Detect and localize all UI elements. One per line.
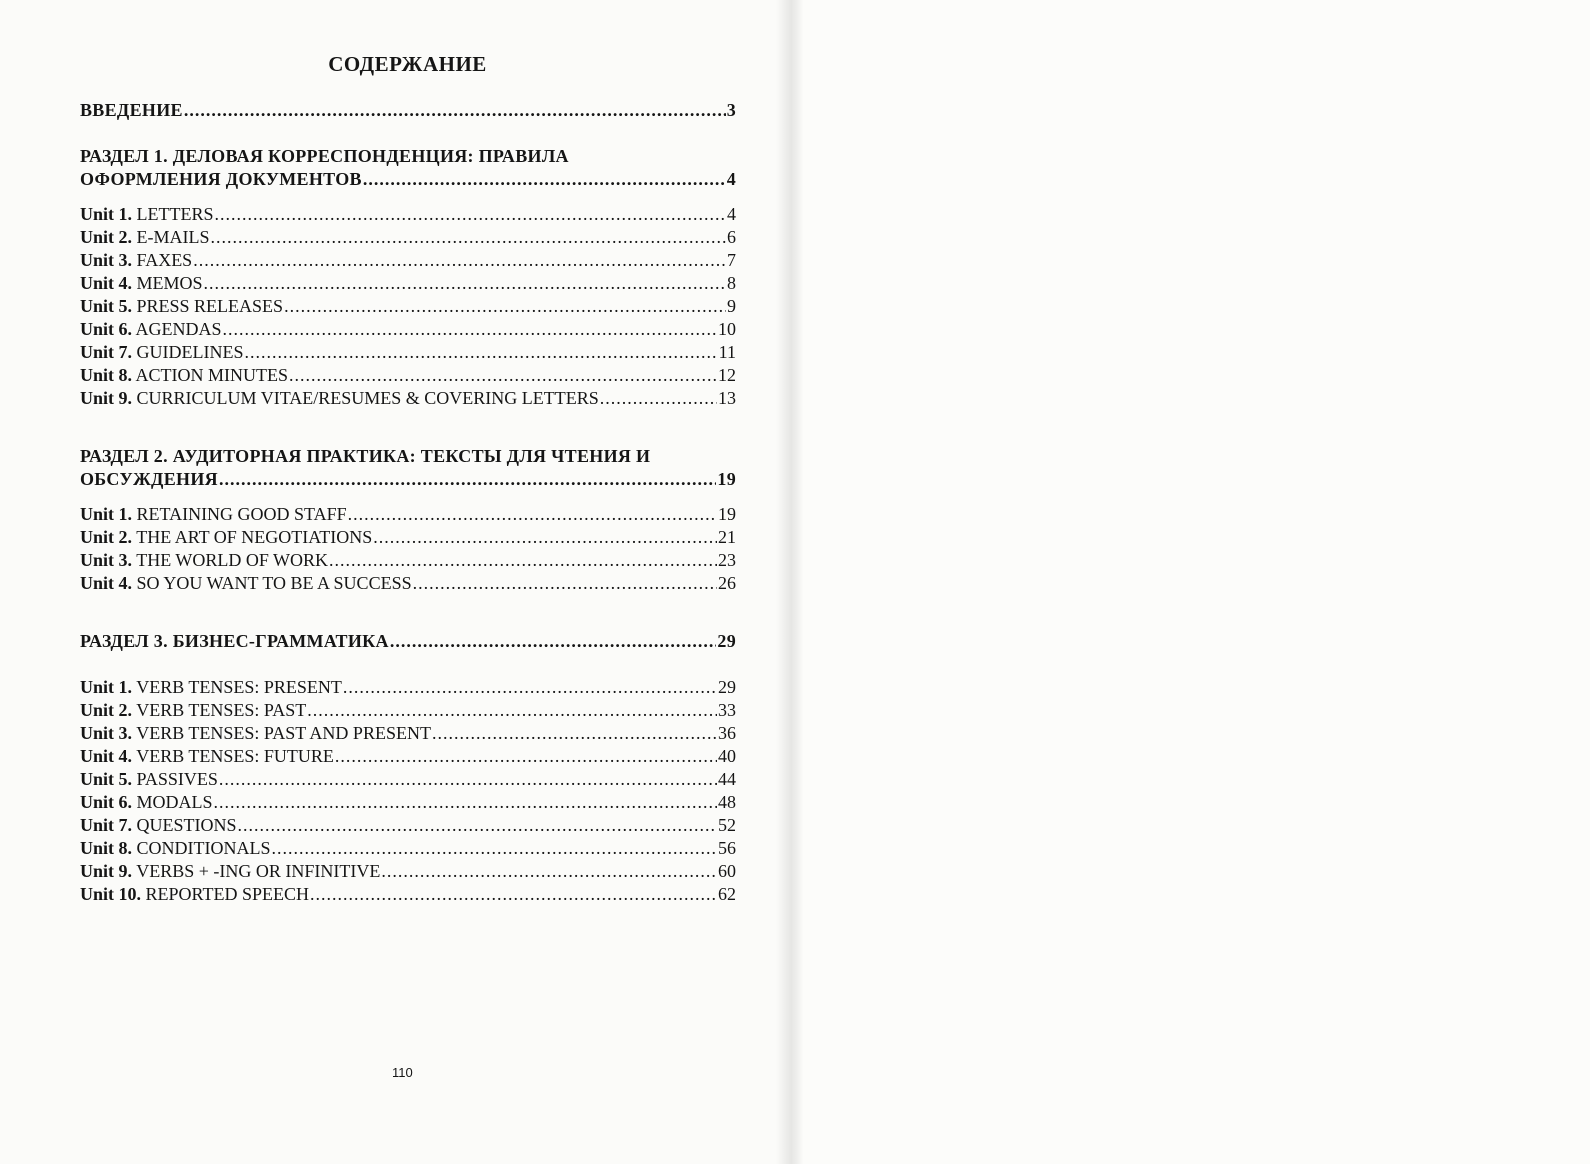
dot-leader xyxy=(193,249,726,272)
unit-page: 48 xyxy=(718,792,736,812)
unit-number: Unit 1. xyxy=(80,677,133,697)
dot-leader xyxy=(381,860,717,883)
dot-leader xyxy=(215,203,726,226)
dot-leader xyxy=(219,768,717,791)
dot-leader xyxy=(373,526,717,549)
unit-number: Unit 1. xyxy=(80,504,133,524)
dot-leader xyxy=(211,226,726,249)
dot-leader xyxy=(413,572,717,595)
dot-leader xyxy=(184,99,726,122)
toc-entry-unit[interactable] xyxy=(80,249,736,272)
toc-entry-unit[interactable] xyxy=(80,226,736,249)
dot-leader xyxy=(238,814,717,837)
unit-title: SO YOU WANT TO BE A SUCCESS xyxy=(136,573,412,593)
dot-leader xyxy=(348,503,717,526)
unit-number: Unit 5. xyxy=(80,296,133,316)
dot-leader xyxy=(329,549,717,572)
unit-title: LETTERS xyxy=(136,204,214,224)
toc-entry-unit[interactable] xyxy=(80,526,736,549)
unit-page: 19 xyxy=(718,504,736,524)
unit-number: Unit 4. xyxy=(80,573,133,593)
unit-page: 44 xyxy=(718,769,736,789)
unit-title: PRESS RELEASES xyxy=(136,296,284,316)
dot-leader xyxy=(307,699,717,722)
dot-leader xyxy=(219,468,716,491)
toc-title: СОДЕРЖАНИЕ xyxy=(328,52,487,76)
dot-leader xyxy=(310,883,717,906)
unit-page: 29 xyxy=(718,677,736,697)
unit-page: 60 xyxy=(718,861,736,881)
unit-number: Unit 8. xyxy=(80,838,133,858)
unit-page: 33 xyxy=(718,700,736,720)
section-heading-3[interactable]: РАЗДЕЛ 3. БИЗНЕС-ГРАММАТИКА ..... 29 xyxy=(80,630,736,653)
dot-leader xyxy=(600,387,717,410)
toc-entry-unit[interactable] xyxy=(80,837,736,860)
unit-title: VERB TENSES: FUTURE xyxy=(136,746,334,766)
unit-page: 7 xyxy=(727,250,736,270)
dot-leader xyxy=(289,364,717,387)
unit-title: CONDITIONALS xyxy=(136,838,271,858)
dot-leader xyxy=(363,168,726,191)
right-page xyxy=(790,0,1590,1164)
unit-number: Unit 10. xyxy=(80,884,142,904)
unit-page: 13 xyxy=(718,388,736,408)
unit-title: GUIDELINES xyxy=(136,342,244,362)
unit-page: 52 xyxy=(718,815,736,835)
unit-page: 62 xyxy=(718,884,736,904)
unit-title: VERB TENSES: PAST AND PRESENT xyxy=(136,723,431,743)
unit-page: 21 xyxy=(718,527,736,547)
unit-page: 12 xyxy=(718,365,736,385)
left-toc xyxy=(80,99,736,906)
toc-entry-unit[interactable] xyxy=(80,549,736,572)
toc-entry-unit[interactable] xyxy=(80,768,736,791)
toc-entry-unit[interactable] xyxy=(80,341,736,364)
unit-number: Unit 6. xyxy=(80,792,133,812)
unit-list xyxy=(80,676,736,906)
unit-number: Unit 2. xyxy=(80,527,133,547)
dot-leader xyxy=(214,791,717,814)
dot-leader xyxy=(343,676,717,699)
toc-entry-unit[interactable] xyxy=(80,572,736,595)
unit-number: Unit 3. xyxy=(80,550,133,570)
dot-leader xyxy=(204,272,726,295)
unit-list xyxy=(80,503,736,595)
dot-leader xyxy=(284,295,726,318)
dot-leader xyxy=(335,745,717,768)
unit-title: THE ART OF NEGOTIATIONS xyxy=(136,527,373,547)
toc-entry-unit[interactable] xyxy=(80,860,736,883)
unit-title: QUESTIONS xyxy=(136,815,237,835)
unit-page: 6 xyxy=(727,227,736,247)
dot-leader xyxy=(245,341,718,364)
unit-number: Unit 4. xyxy=(80,273,133,293)
section-heading-1[interactable]: РАЗДЕЛ 1. ДЕЛОВАЯ КОРРЕСПОНДЕНЦИЯ: ПРАВИЛА ОФОРМЛЕНИЯ ДОКУМЕНТОВ ..... 4 xyxy=(80,145,736,191)
unit-number: Unit 9. xyxy=(80,861,133,881)
unit-number: Unit 7. xyxy=(80,815,133,835)
unit-title: ACTION MINUTES xyxy=(135,365,289,385)
toc-entry-unit[interactable] xyxy=(80,699,736,722)
dot-leader xyxy=(390,630,717,653)
unit-page: 11 xyxy=(718,342,736,362)
unit-page: 8 xyxy=(727,273,736,293)
unit-page: 26 xyxy=(718,573,736,593)
unit-number: Unit 3. xyxy=(80,723,133,743)
unit-page: 40 xyxy=(718,746,736,766)
toc-entry-unit[interactable] xyxy=(80,387,736,410)
unit-list xyxy=(80,203,736,410)
unit-number: Unit 9. xyxy=(80,388,133,408)
unit-title: VERB TENSES: PAST xyxy=(136,700,307,720)
unit-number: Unit 3. xyxy=(80,250,133,270)
dot-leader xyxy=(432,722,717,745)
unit-title: FAXES xyxy=(136,250,193,270)
unit-page: 56 xyxy=(718,838,736,858)
toc-entry-unit[interactable] xyxy=(80,883,736,906)
unit-page: 23 xyxy=(718,550,736,570)
unit-title: VERBS + -ING OR INFINITIVE xyxy=(136,861,381,881)
unit-number: Unit 7. xyxy=(80,342,133,362)
toc-entry-unit[interactable] xyxy=(80,722,736,745)
dot-leader xyxy=(272,837,717,860)
unit-page: 4 xyxy=(727,204,736,224)
unit-title: REPORTED SPEECH xyxy=(145,884,309,904)
unit-number: Unit 2. xyxy=(80,700,133,720)
toc-entry-unit[interactable] xyxy=(80,295,736,318)
toc-entry-unit[interactable] xyxy=(80,318,736,341)
unit-number: Unit 1. xyxy=(80,204,133,224)
unit-title: AGENDAS xyxy=(135,319,222,339)
toc-entry-intro[interactable]: ВВЕДЕНИЕ ..... 3 xyxy=(80,99,736,122)
section-heading-2[interactable]: РАЗДЕЛ 2. АУДИТОРНАЯ ПРАКТИКА: ТЕКСТЫ ДЛЯ ЧТЕНИЯ И ОБСУЖДЕНИЯ ..... 19 xyxy=(80,445,736,491)
toc-entry-unit[interactable] xyxy=(80,364,736,387)
left-page xyxy=(0,0,790,1164)
unit-title: THE WORLD OF WORK xyxy=(136,550,329,570)
toc-entry-unit[interactable] xyxy=(80,745,736,768)
unit-number: Unit 4. xyxy=(80,746,133,766)
unit-title: MEMOS xyxy=(136,273,203,293)
toc-entry-unit[interactable] xyxy=(80,503,736,526)
unit-number: Unit 6. xyxy=(80,319,133,339)
unit-page: 36 xyxy=(718,723,736,743)
page-number: 110 xyxy=(392,1065,413,1080)
unit-title: RETAINING GOOD STAFF xyxy=(136,504,347,524)
unit-number: Unit 2. xyxy=(80,227,133,247)
unit-page: 10 xyxy=(718,319,736,339)
toc-entry-unit[interactable] xyxy=(80,203,736,226)
unit-page: 9 xyxy=(727,296,736,316)
dot-leader xyxy=(223,318,717,341)
toc-entry-unit[interactable] xyxy=(80,272,736,295)
unit-number: Unit 5. xyxy=(80,769,133,789)
unit-number: Unit 8. xyxy=(80,365,133,385)
toc-entry-unit[interactable] xyxy=(80,676,736,699)
unit-title: PASSIVES xyxy=(136,769,218,789)
toc-entry-unit[interactable] xyxy=(80,791,736,814)
unit-title: VERB TENSES: PRESENT xyxy=(136,677,342,697)
toc-entry-unit[interactable] xyxy=(80,814,736,837)
unit-title: E-MAILS xyxy=(136,227,210,247)
unit-title: CURRICULUM VITAE/RESUMES & COVERING LETTERS xyxy=(136,388,599,408)
unit-title: MODALS xyxy=(136,792,213,812)
